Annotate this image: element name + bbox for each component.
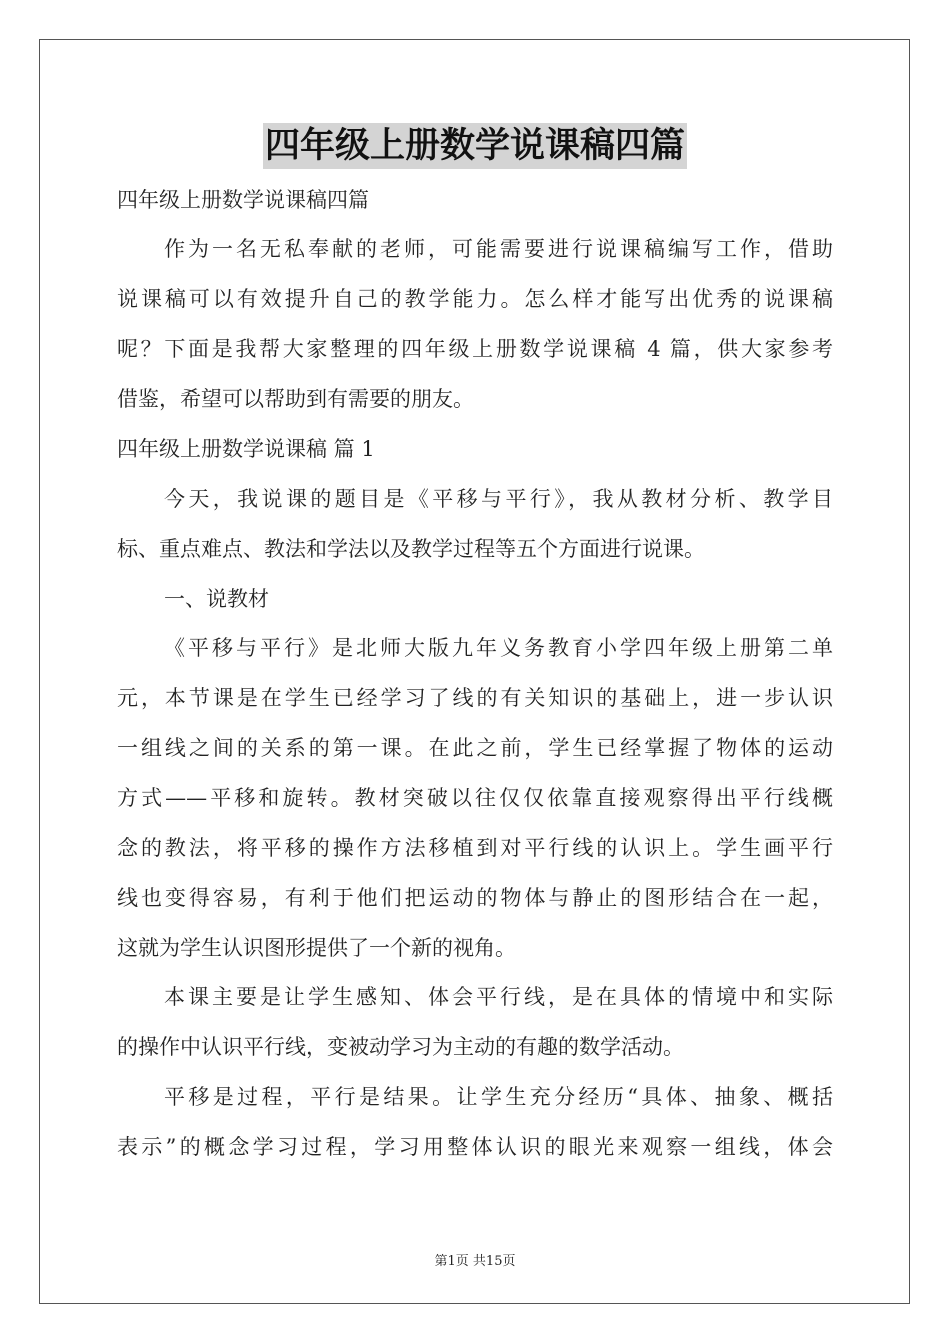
paragraph-line: 《平移与平行》是北师大版九年义务教育小学四年级上册第二单: [164, 636, 833, 660]
paragraph-line: 说课稿可以有效提升自己的教学能力。怎么样才能写出优秀的说课稿: [117, 287, 833, 311]
paragraph-line: 平移是过程，平行是结果。让学生充分经历“具体、抽象、概括: [164, 1085, 833, 1109]
paragraph-line: 方式——平移和旋转。教材突破以往仅仅依靠直接观察得出平行线概: [117, 786, 833, 810]
subsection-heading: 一、说教材: [164, 587, 269, 611]
page-border: [39, 39, 910, 1304]
paragraph-line: 今天，我说课的题目是《平移与平行》，我从教材分析、教学目: [164, 487, 833, 511]
paragraph-line: 表示”的概念学习过程，学习用整体认识的眼光来观察一组线，体会: [117, 1135, 833, 1159]
paragraph-line: 呢？下面是我帮大家整理的四年级上册数学说课稿 4 篇，供大家参考: [117, 337, 833, 361]
paragraph-line: 标、重点难点、教法和学法以及教学过程等五个方面进行说课。: [117, 537, 705, 561]
paragraph-line: 线也变得容易，有利于他们把运动的物体与静止的图形结合在一起，: [117, 886, 833, 910]
paragraph-line: 这就为学生认识图形提供了一个新的视角。: [117, 936, 516, 960]
paragraph-line: 的操作中认识平行线，变被动学习为主动的有趣的数学活动。: [117, 1035, 684, 1059]
paragraph-line: 一组线之间的关系的第一课。在此之前，学生已经掌握了物体的运动: [117, 736, 833, 760]
subtitle-line: 四年级上册数学说课稿四篇: [117, 188, 369, 212]
document-title: [0, 123, 950, 169]
document-title-text: 四年级上册数学说课稿四篇: [263, 123, 687, 169]
section-heading: 四年级上册数学说课稿 篇 1: [117, 437, 375, 461]
paragraph-line: 本课主要是让学生感知、体会平行线，是在具体的情境中和实际: [164, 985, 833, 1009]
paragraph-line: 借鉴，希望可以帮助到有需要的朋友。: [117, 387, 474, 411]
paragraph-line: 元，本节课是在学生已经学习了线的有关知识的基础上，进一步认识: [117, 686, 833, 710]
paragraph-line: 念的教法，将平移的操作方法移植到对平行线的认识上。学生画平行: [117, 836, 833, 860]
page-number-footer: 第1页 共15页: [434, 1254, 516, 1269]
paragraph-line: 作为一名无私奉献的老师，可能需要进行说课稿编写工作，借助: [164, 237, 833, 261]
